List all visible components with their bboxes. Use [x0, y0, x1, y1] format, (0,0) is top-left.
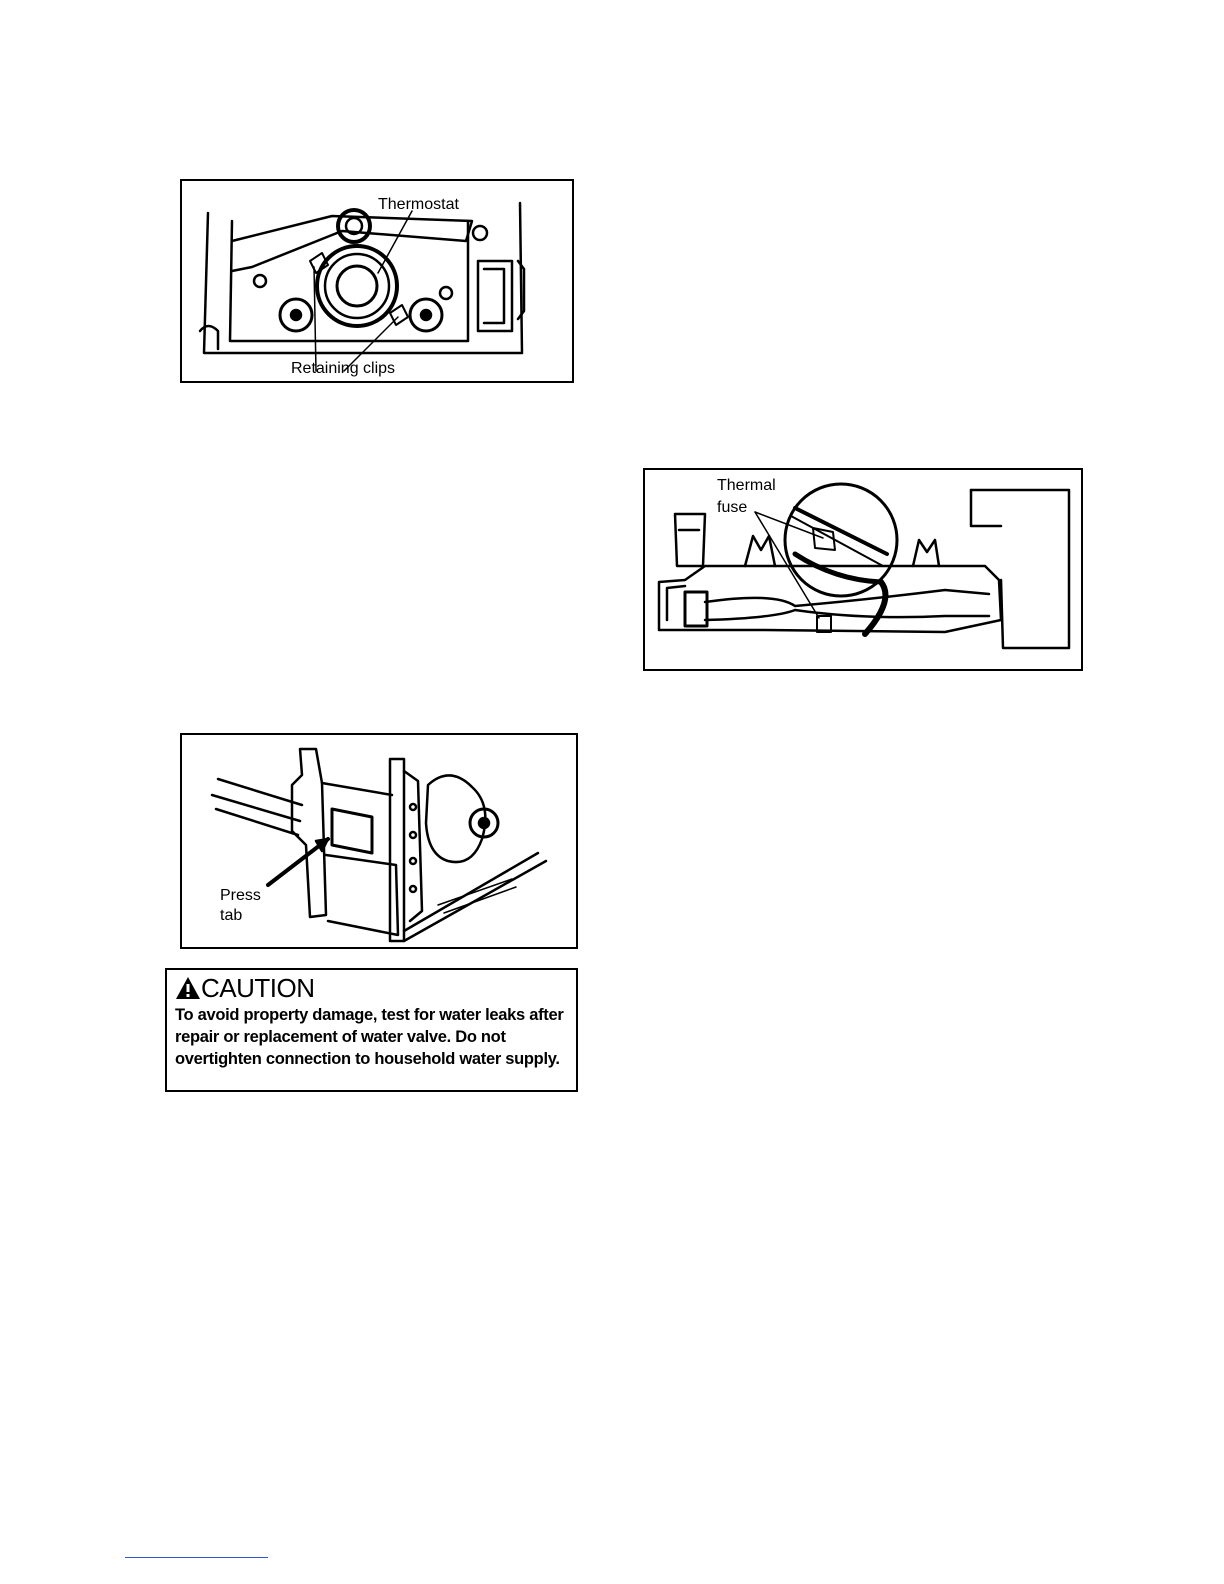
warning-triangle-icon — [175, 976, 201, 1000]
retaining-clips-label: Retaining clips — [291, 360, 396, 377]
footnote-rule — [125, 1557, 268, 1558]
press-tab-figure — [180, 733, 578, 949]
thermostat-label: Thermostat — [378, 196, 459, 213]
thermal-fuse-label-line2: fuse — [717, 499, 748, 516]
caution-title: CAUTION — [201, 973, 315, 1003]
thermal-fuse-figure — [643, 468, 1083, 671]
thermostat-figure — [180, 179, 574, 383]
caution-heading — [175, 973, 315, 1003]
caution-text: To avoid property damage, test for water leaks after repair or replacement of water valve. Do not overtighten connection to household water supply. — [175, 1006, 564, 1068]
thermal-fuse-label-line1: Thermal — [717, 477, 776, 494]
caution-box — [165, 968, 578, 1092]
press-tab-label-line2: tab — [220, 907, 243, 924]
press-tab-label-line1: Press — [220, 887, 261, 904]
thermal-fuse-illustration — [645, 470, 1083, 671]
